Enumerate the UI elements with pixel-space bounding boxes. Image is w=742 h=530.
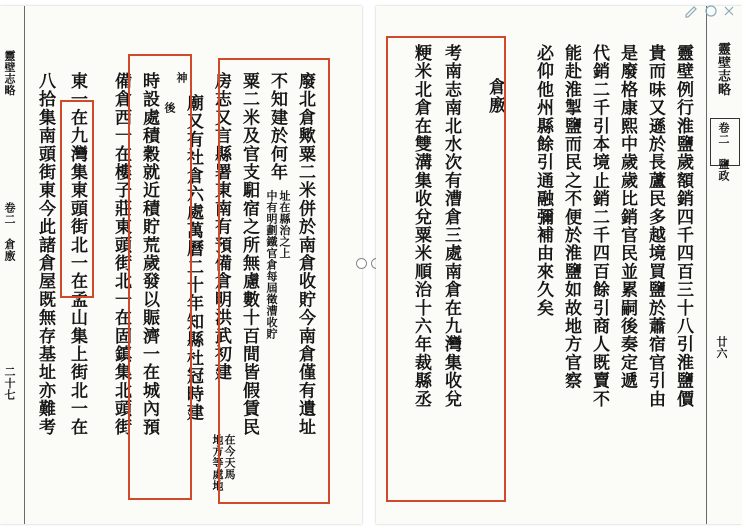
left-col-4: 房志又言縣署東南有預備倉明洪武初建	[211, 72, 231, 382]
left-note-2b: 地方等處地	[211, 434, 224, 492]
left-note-3a: 神	[175, 72, 188, 84]
share-icon[interactable]	[704, 4, 718, 18]
left-margin-rule	[24, 6, 25, 524]
left-col-6: 時設處積穀就近積貯荒歲發以賑濟一在城內預	[139, 72, 159, 436]
left-note-2a: 在今天馬	[223, 434, 236, 480]
gutter-dot-left	[356, 258, 367, 269]
right-margin-title: 靈壁志略	[715, 42, 730, 96]
left-note-1a: 址在縣治之上	[278, 190, 291, 259]
right-col-2: 貴而味又遜於長蘆民多越境買鹽於蕭宿官引由	[645, 44, 665, 408]
right-margin-juan: 卷二 鹽政	[717, 122, 730, 182]
right-col-6: 必仰他州縣餘引通融彌補由來久矣	[533, 44, 553, 317]
left-col-3: 粟二米及官支馹宿之所無慮數十百間皆假賃民	[239, 72, 259, 436]
right-col-9: 粳米北倉在雙溝集收兌粟米順治十六年裁縣丞	[411, 44, 431, 408]
left-note-3b: 後	[163, 102, 176, 114]
left-col-5: 廟又有社倉六處萬曆二十年知縣杜冠時建	[183, 94, 203, 422]
right-section-heading: 倉廒	[485, 78, 505, 115]
right-col-8: 考南志南北水次有漕倉三處南倉在九灣集收兌	[441, 44, 461, 408]
left-page	[0, 6, 362, 524]
edit-icon[interactable]	[684, 4, 698, 18]
left-col-2: 不知建於何年	[267, 72, 287, 182]
close-icon[interactable]	[722, 4, 736, 18]
left-page-number: 二十七	[3, 366, 16, 401]
right-col-1: 靈壁例行淮鹽歲額銷四千四百三十八引淮鹽價	[673, 44, 693, 408]
left-col-7: 備倉西一在樓子莊東頭街北一在固鎮集北頭街	[111, 72, 131, 436]
right-page	[376, 6, 742, 524]
left-margin-juan: 卷二 倉廒	[3, 202, 16, 262]
right-col-5: 能赴淮掣鹽而民之不便於淮鹽如故地方官察	[561, 44, 581, 390]
right-col-4: 代銷二千引本境止銷二千四百餘引商人既賣不	[589, 44, 609, 408]
left-col-8: 東一在九灣集東頭街北一在孟山集上街北一在	[67, 72, 87, 436]
left-margin-title: 靈壁志略	[3, 50, 16, 96]
left-note-1b: 中有明劃鐵官倉每屆徵漕收貯	[265, 190, 278, 340]
left-col-9: 八拾集南頭街東今此諸倉屋既無存基址亦難考	[35, 72, 55, 436]
left-col-1: 廢北倉歟粟二米併於南倉收貯今南倉僅有遺址	[295, 72, 315, 436]
right-margin-rule	[706, 6, 707, 524]
right-col-3: 是廢格康熙中歲歲比銷官民並累嗣後奏定遞	[617, 44, 637, 390]
right-page-number: 廿六	[715, 336, 728, 359]
